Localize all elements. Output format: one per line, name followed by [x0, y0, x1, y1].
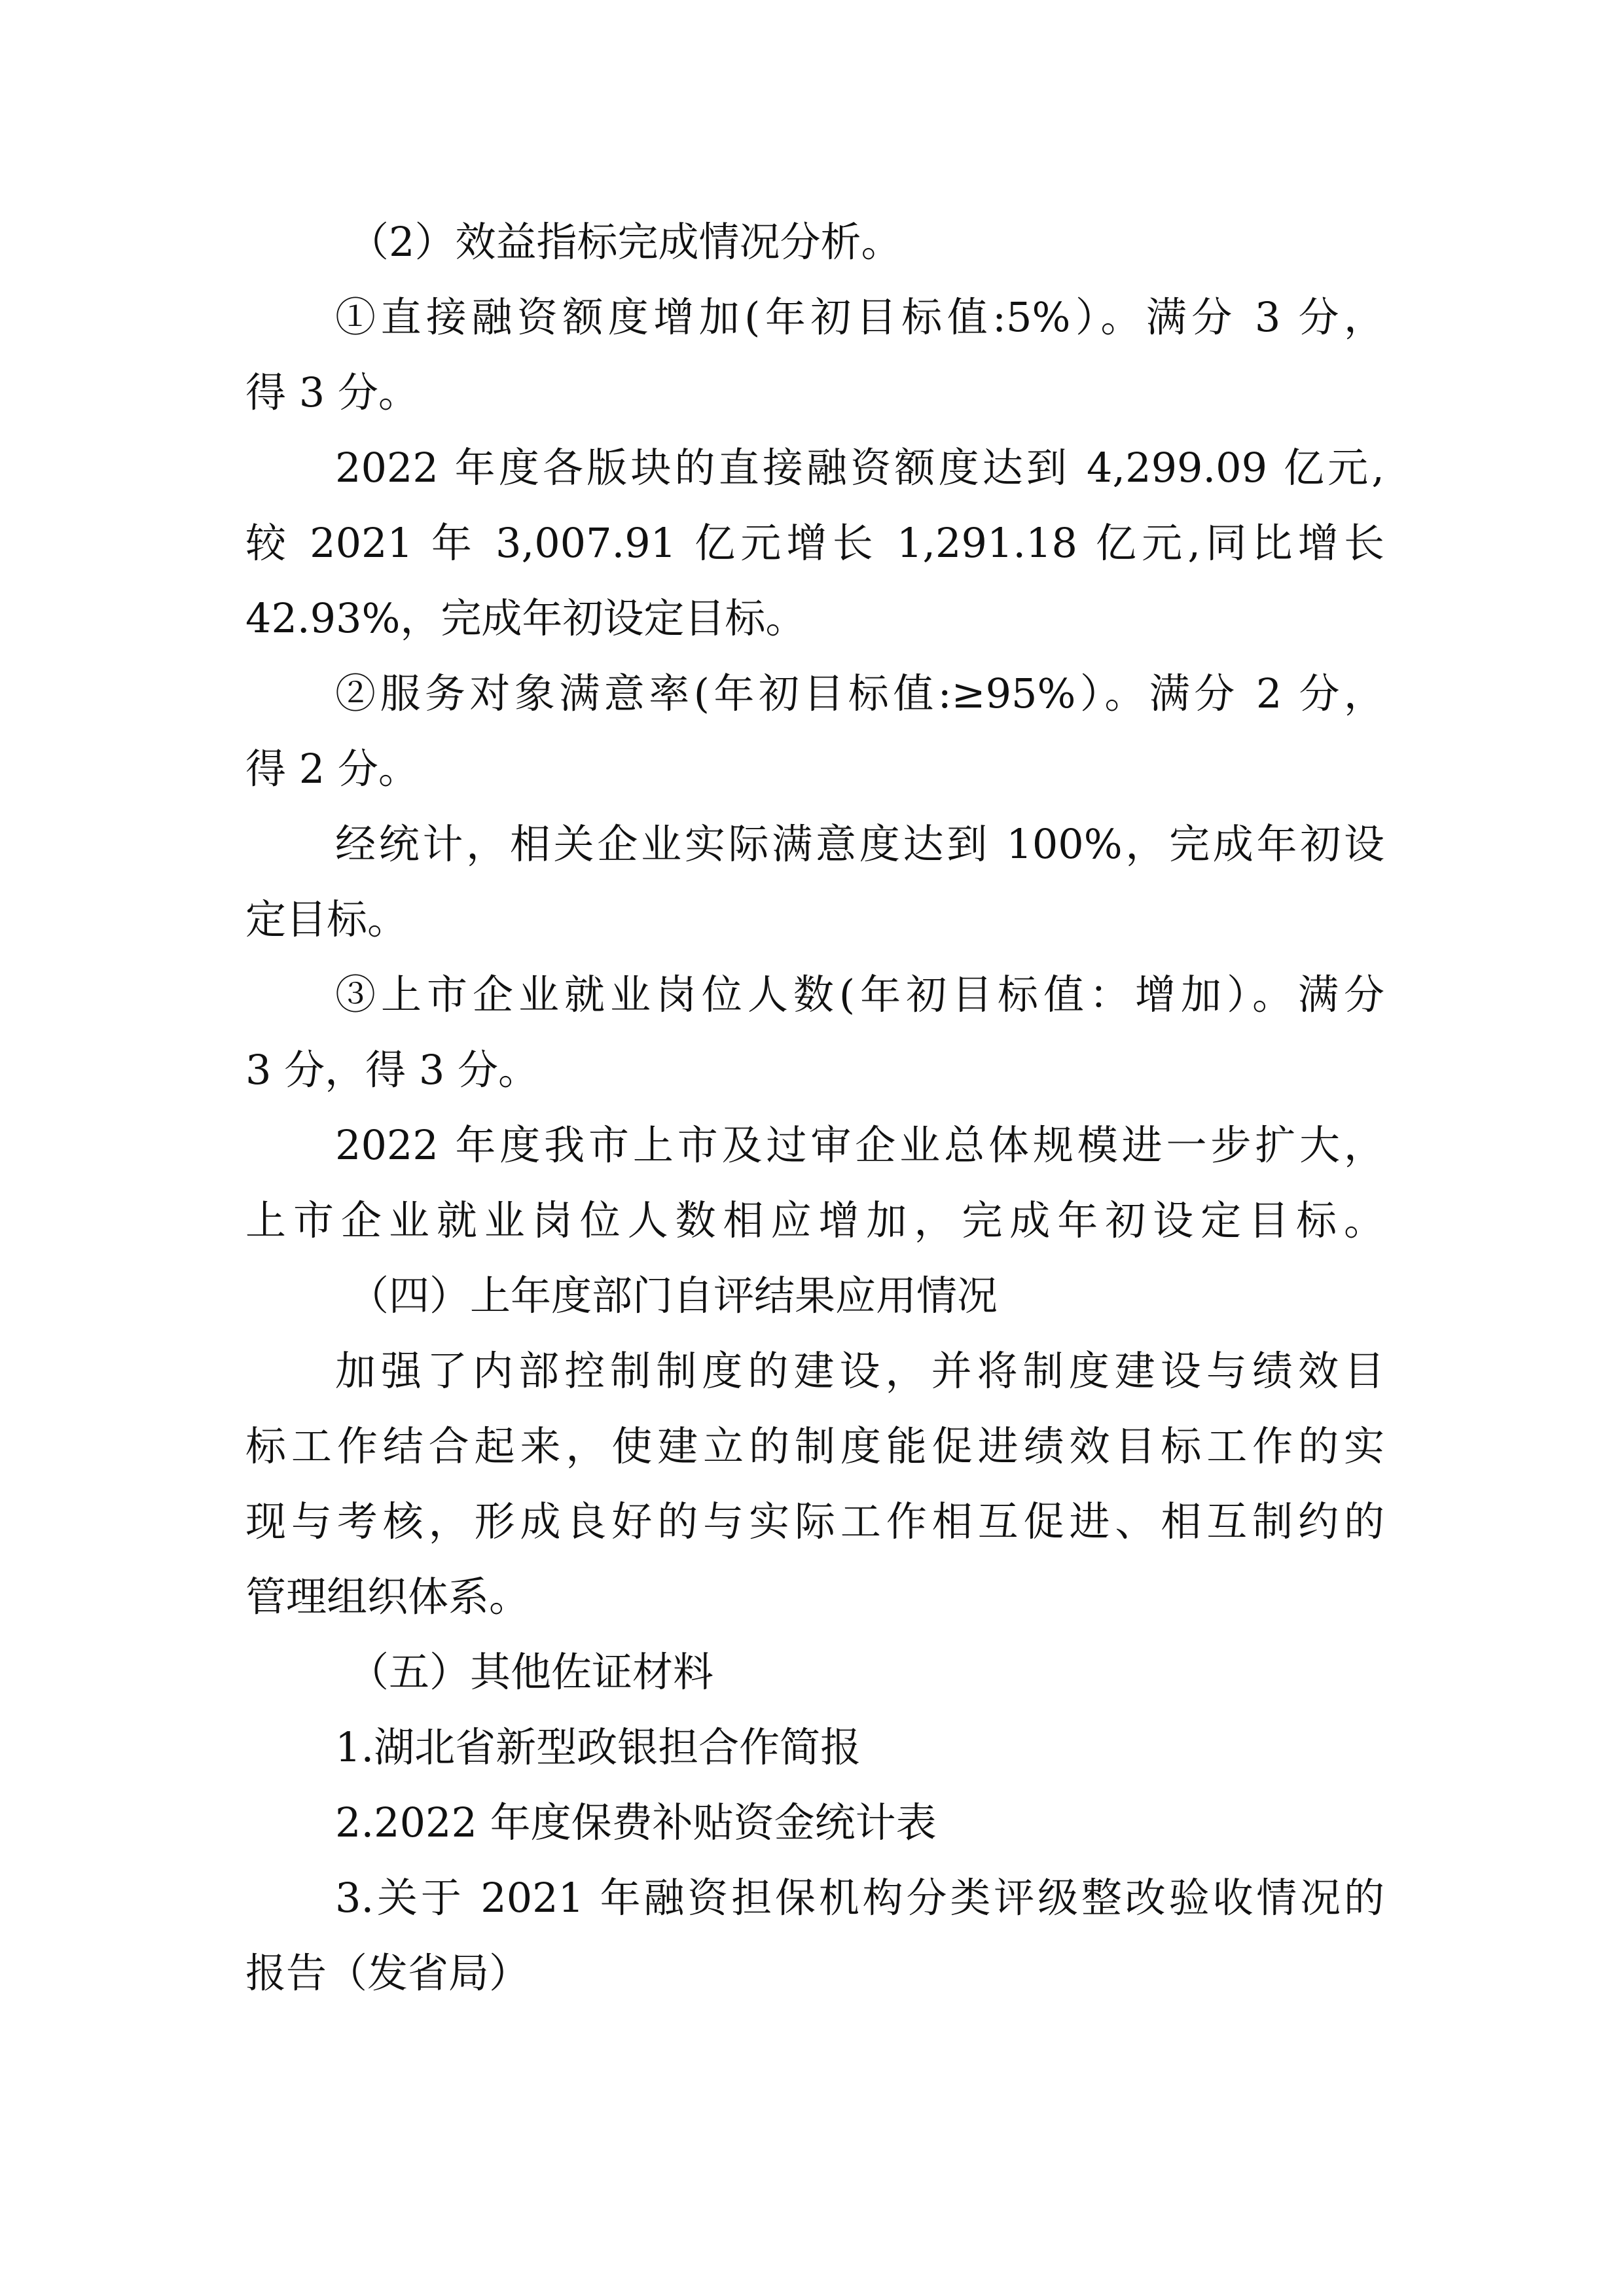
- item1-desc-line3: 42.93%，完成年初设定目标。: [245, 594, 806, 642]
- item3-desc-line1: 2022 年度我市上市及过审企业总体规模进一步扩大，: [335, 1121, 1384, 1169]
- item3-title-line2: 3 分，得 3 分。: [245, 1046, 539, 1094]
- item3-desc-line2: 上市企业就业岗位人数相应增加，完成年初设定目标。: [245, 1196, 1384, 1244]
- material-item-3: 3.关于 2021 年融资担保机构分类评级整改验收情况的: [335, 1874, 1384, 1922]
- item2-desc-line2: 定目标。: [245, 895, 408, 943]
- section4-heading: （四）上年度部门自评结果应用情况: [348, 1272, 998, 1319]
- section4-body-line1: 加强了内部控制制度的建设，并将制度建设与绩效目: [335, 1347, 1384, 1395]
- benefit-heading: （2）效益指标完成情况分析。: [348, 218, 902, 266]
- material-item-1: 1.湖北省新型政银担合作简报: [335, 1723, 861, 1771]
- item2-title-line2: 得 2 分。: [245, 745, 419, 793]
- item1-desc-line2: 较 2021 年 3,007.91 亿元增长 1,291.18 亿元,同比增长: [245, 519, 1384, 567]
- material-item-3-continued: 报告（发省局）: [245, 1949, 530, 1997]
- item2-title-line1: ②服务对象满意率(年初目标值:≥95%）。满分 2 分，: [335, 670, 1384, 717]
- section4-body-line4: 管理组织体系。: [245, 1573, 530, 1621]
- item3-title-line1: ③上市企业就业岗位人数(年初目标值：增加）。满分: [335, 971, 1384, 1018]
- section5-heading: （五）其他佐证材料: [348, 1648, 714, 1696]
- section4-body-line2: 标工作结合起来，使建立的制度能促进绩效目标工作的实: [245, 1422, 1384, 1470]
- item2-desc-line1: 经统计，相关企业实际满意度达到 100%，完成年初设: [335, 820, 1384, 868]
- material-item-2: 2.2022 年度保费补贴资金统计表: [335, 1799, 937, 1846]
- item1-desc-line1: 2022 年度各版块的直接融资额度达到 4,299.09 亿元,: [335, 444, 1384, 492]
- item1-title-line2: 得 3 分。: [245, 368, 419, 416]
- section4-body-line3: 现与考核，形成良好的与实际工作相互促进、相互制约的: [245, 1498, 1384, 1545]
- item1-title-line1: ①直接融资额度增加(年初目标值:5%）。满分 3 分，: [335, 293, 1384, 341]
